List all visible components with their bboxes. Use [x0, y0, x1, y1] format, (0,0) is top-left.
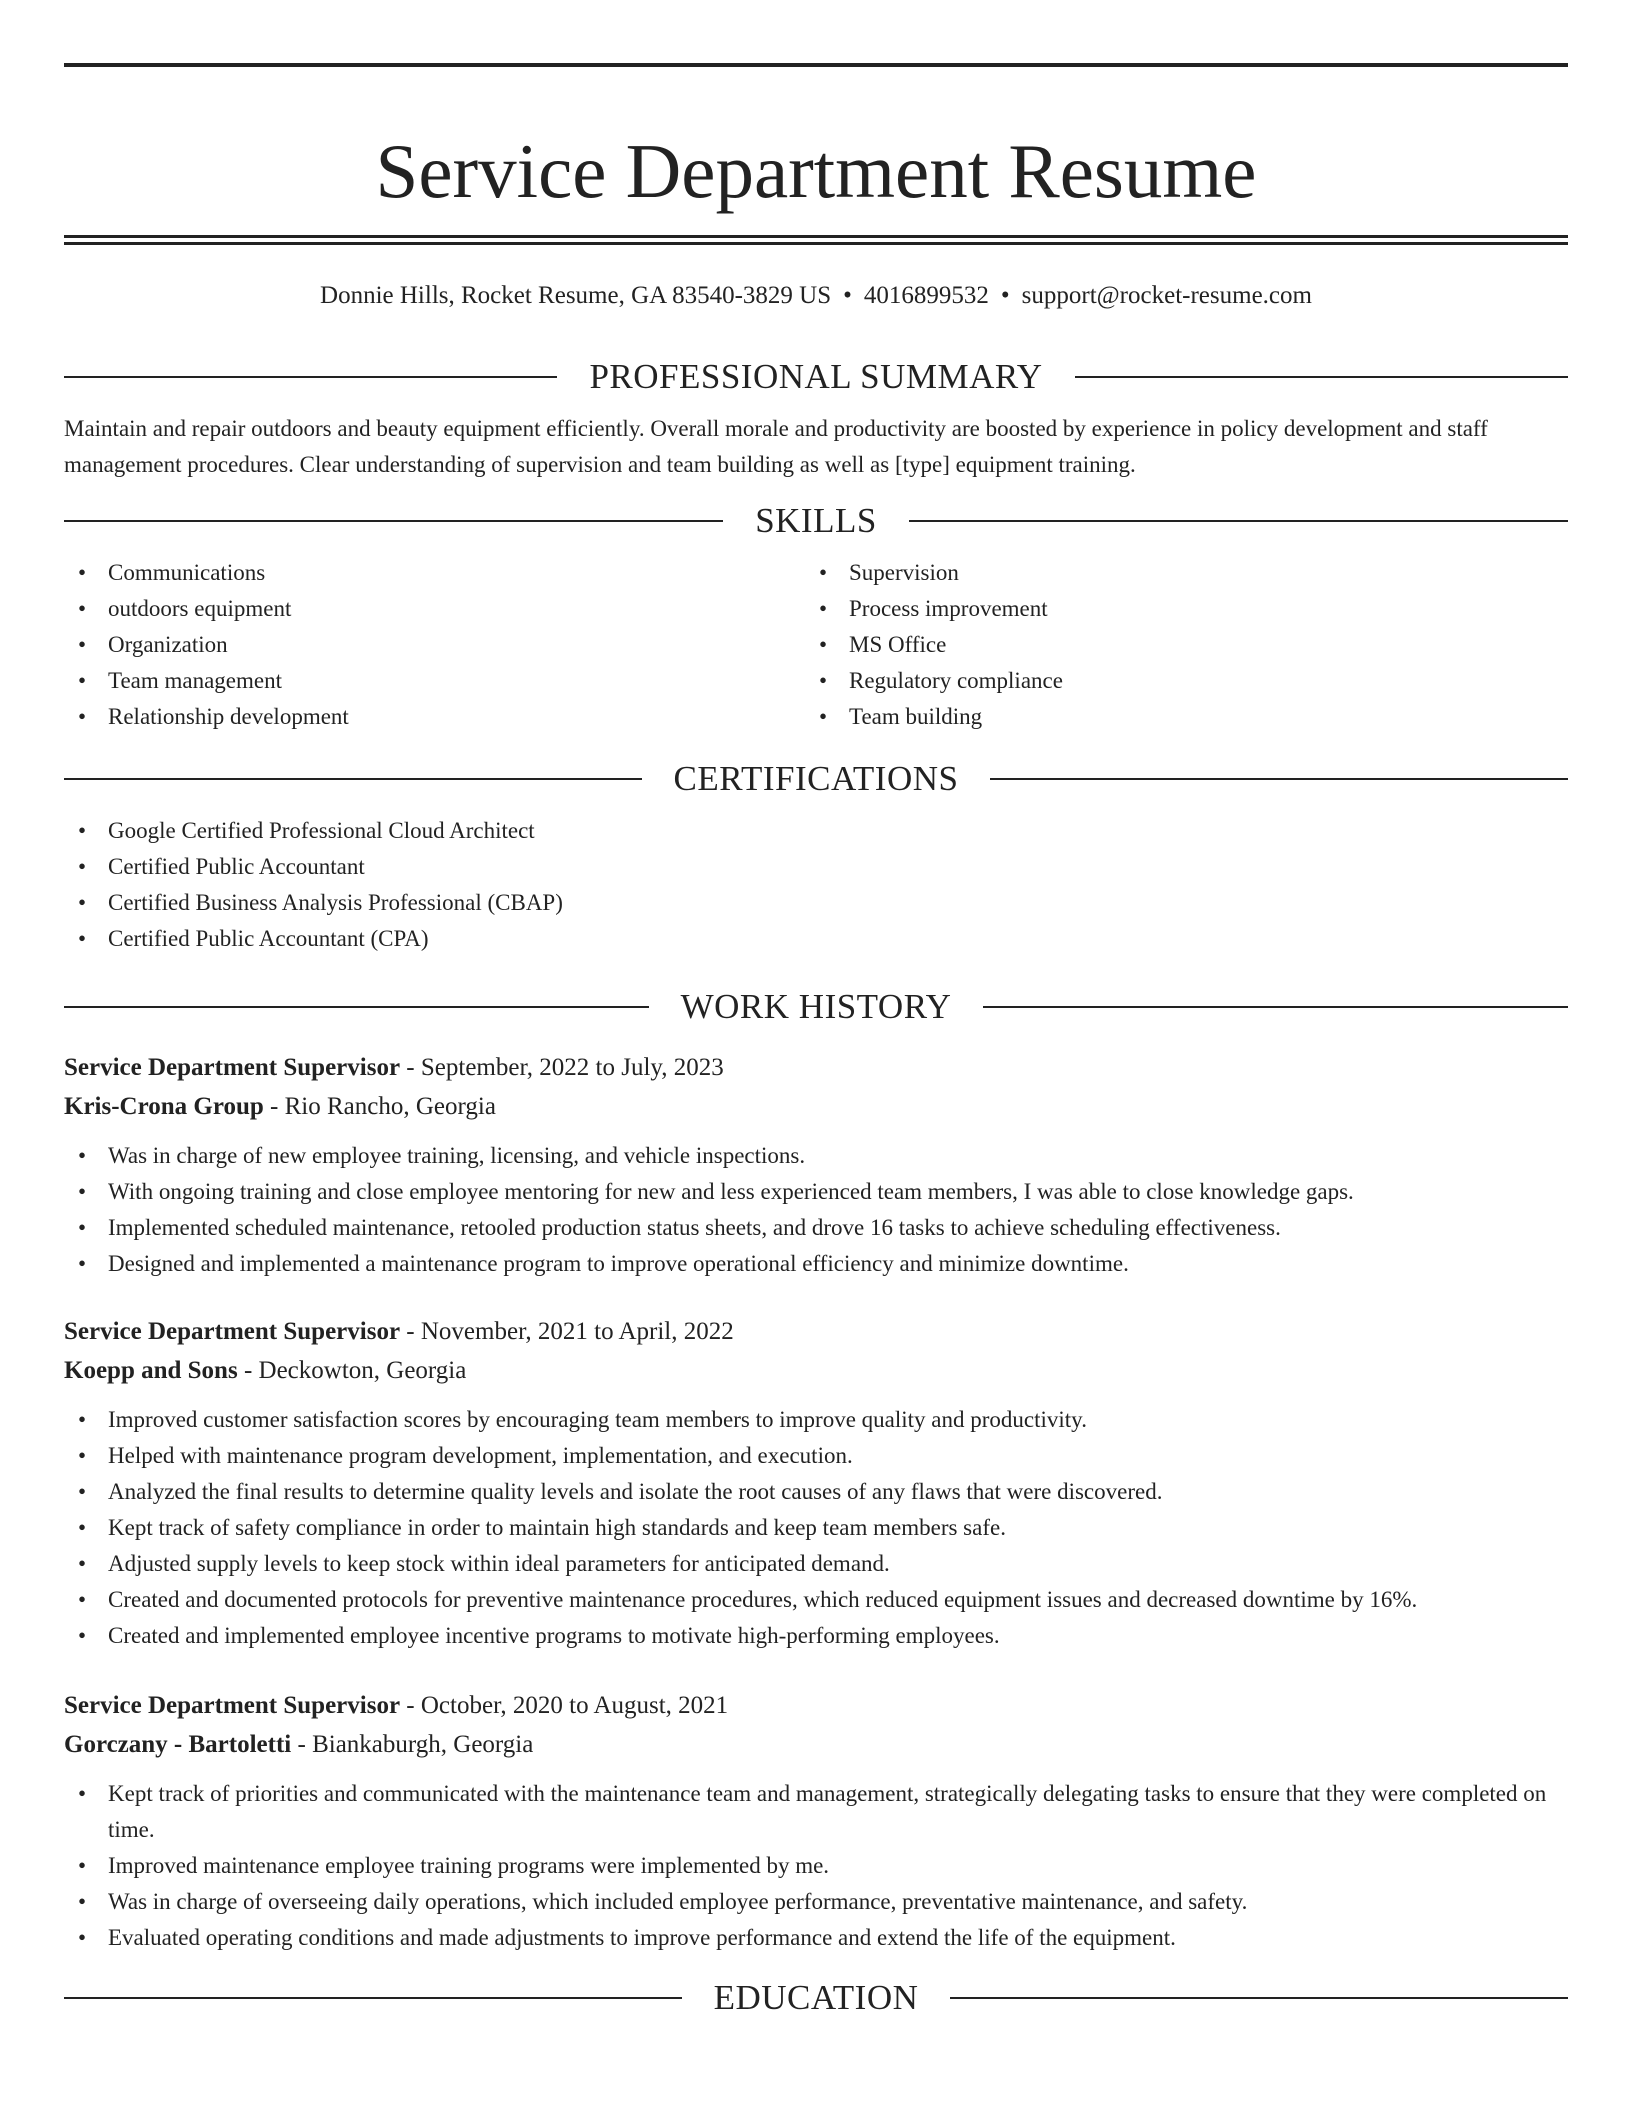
job-bullet: • Evaluated operating conditions and made adjustments to improve performance and extend the life of the equipment. [64, 1920, 1568, 1956]
contact-phone: 4016899532 [863, 282, 989, 309]
job-bullet: • Was in charge of overseeing daily operations, which included employee performance, preventative maintenance, and safety. [64, 1884, 1568, 1920]
job-bullet: • Kept track of safety compliance in order to maintain high standards and keep team members safe. [64, 1510, 1568, 1546]
skill-item: • Team management [64, 663, 805, 699]
job-entry [64, 1686, 1568, 1956]
job-bullet: • Was in charge of new employee training, licensing, and vehicle inspections. [64, 1138, 1568, 1174]
job-dates: - September, 2022 to July, 2023 [400, 1054, 724, 1081]
summary-text: Maintain and repair outdoors and beauty equipment efficiently. Overall morale and productivity are boosted by experience in policy development and staff management procedures. Clear understanding of supervision and team building as well as [type] equipment training. [64, 416, 1488, 477]
job-bullets [64, 1402, 1568, 1654]
job-bullet: • Implemented scheduled maintenance, retooled production status sheets, and drove 16 tasks to achieve scheduling effectiveness. [64, 1210, 1568, 1246]
heading-rule [909, 520, 1568, 522]
section-title: WORK HISTORY [680, 987, 952, 1026]
certification-item: • Certified Business Analysis Professional (CBAP) [64, 885, 1568, 921]
job-company-line [64, 1087, 1568, 1126]
resume-title: Service Department Resume [375, 128, 1257, 214]
job-dates: - October, 2020 to August, 2021 [400, 1692, 729, 1719]
certification-item: • Google Certified Professional Cloud Architect [64, 813, 1568, 849]
job-company-line [64, 1351, 1568, 1390]
job-bullet: • Designed and implemented a maintenance program to improve operational efficiency and minimize downtime. [64, 1246, 1568, 1282]
job-location: - Biankaburgh, Georgia [291, 1731, 534, 1758]
contact-line [64, 281, 1568, 311]
skills-grid [64, 555, 1568, 735]
skill-item: • MS Office [805, 627, 1546, 663]
certification-item: • Certified Public Accountant (CPA) [64, 921, 1568, 957]
contact-separator: • [843, 282, 852, 309]
job-bullets [64, 1776, 1568, 1956]
job-title-line [64, 1686, 1568, 1725]
heading-rule [64, 1006, 649, 1008]
heading-rule [64, 376, 557, 378]
job-location: - Deckowton, Georgia [237, 1357, 467, 1384]
job-bullet: • Kept track of priorities and communicated with the maintenance team and management, strategically delegating tasks to ensure that they were completed on time. [64, 1776, 1568, 1848]
title-double-rule [64, 235, 1568, 245]
job-bullet: • Adjusted supply levels to keep stock within ideal parameters for anticipated demand. [64, 1546, 1568, 1582]
job-bullet: • Helped with maintenance program development, implementation, and execution. [64, 1438, 1568, 1474]
job-title: Service Department Supervisor [64, 1692, 401, 1719]
skills-list-left [64, 555, 805, 735]
job-dates: - November, 2021 to April, 2022 [400, 1318, 734, 1345]
skill-item: • Communications [64, 555, 805, 591]
heading-rule [64, 778, 642, 780]
section-title: PROFESSIONAL SUMMARY [589, 357, 1043, 396]
heading-rule [950, 1997, 1568, 1999]
skill-item: • Team building [805, 699, 1546, 735]
job-entry [64, 1048, 1568, 1282]
job-bullet: • Improved maintenance employee training programs were implemented by me. [64, 1848, 1568, 1884]
job-company: Koepp and Sons [64, 1357, 238, 1384]
job-company: Kris-Crona Group [64, 1093, 264, 1120]
skill-item: • Supervision [805, 555, 1546, 591]
skill-item: • outdoors equipment [64, 591, 805, 627]
skills-list-right [805, 555, 1546, 735]
job-title: Service Department Supervisor [64, 1054, 401, 1081]
job-company-line [64, 1725, 1568, 1764]
job-bullet: • Created and documented protocols for preventive maintenance procedures, which reduced equipment issues and decreased downtime by 16%. [64, 1582, 1568, 1618]
section-title: SKILLS [755, 501, 877, 540]
certifications-list [64, 813, 1568, 957]
section-heading-summary [64, 357, 1568, 397]
skill-item: • Organization [64, 627, 805, 663]
skill-item: • Process improvement [805, 591, 1546, 627]
contact-address: Donnie Hills, Rocket Resume, GA 83540-3829 US [320, 282, 832, 309]
job-entry [64, 1312, 1568, 1654]
job-title-line [64, 1312, 1568, 1351]
heading-rule [1075, 376, 1568, 378]
contact-email: support@rocket-resume.com [1021, 282, 1312, 309]
heading-rule [990, 778, 1568, 780]
resume-page [0, 63, 1632, 2112]
job-bullet: • Improved customer satisfaction scores by encouraging team members to improve quality and productivity. [64, 1402, 1568, 1438]
top-rule [64, 63, 1568, 67]
job-location: - Rio Rancho, Georgia [263, 1093, 496, 1120]
contact-separator: • [1000, 282, 1010, 309]
section-title: EDUCATION [713, 1978, 919, 2017]
section-heading-certifications [64, 759, 1568, 799]
job-company: Gorczany - Bartoletti [64, 1731, 292, 1758]
section-heading-skills [64, 501, 1568, 541]
heading-rule [983, 1006, 1568, 1008]
skill-item: • Regulatory compliance [805, 663, 1546, 699]
heading-rule [64, 1997, 682, 1999]
section-title: CERTIFICATIONS [673, 759, 959, 798]
job-bullets [64, 1138, 1568, 1282]
section-heading-work-history [64, 987, 1568, 1027]
skill-item: • Relationship development [64, 699, 805, 735]
job-bullet: • Analyzed the final results to determine quality levels and isolate the root causes of any flaws that were discovered. [64, 1474, 1568, 1510]
section-heading-education [64, 1978, 1568, 2018]
job-title: Service Department Supervisor [64, 1318, 401, 1345]
job-title-line [64, 1048, 1568, 1087]
heading-rule [64, 520, 723, 522]
job-bullet: • Created and implemented employee incentive programs to motivate high-performing employees. [64, 1618, 1568, 1654]
job-bullet: • With ongoing training and close employee mentoring for new and less experienced team members, I was able to close knowledge gaps. [64, 1174, 1568, 1210]
certification-item: • Certified Public Accountant [64, 849, 1568, 885]
